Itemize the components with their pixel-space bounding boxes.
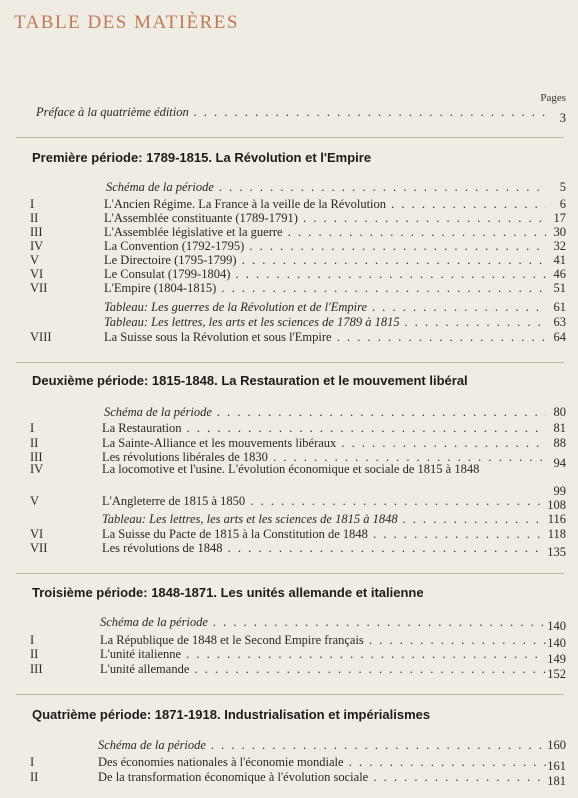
entry-number: III bbox=[30, 662, 43, 676]
entry-number: VII bbox=[30, 541, 48, 555]
toc-entry[interactable] bbox=[0, 541, 578, 559]
entry-number: I bbox=[30, 197, 35, 211]
divider bbox=[16, 362, 564, 363]
entry-page: 118 bbox=[547, 527, 566, 541]
toc-entry[interactable] bbox=[0, 267, 578, 281]
toc-entry[interactable] bbox=[0, 494, 578, 512]
page-title: TABLE DES MATIÈRES bbox=[14, 12, 239, 33]
divider bbox=[16, 137, 564, 138]
entry-page: 17 bbox=[553, 211, 566, 225]
entry-label: Des économies nationales à l'économie mondiale . . . bbox=[98, 755, 546, 769]
pages-column-header: Pages bbox=[540, 92, 566, 104]
period-heading: Quatrième période: 1871-1918. Industrialisation et impérialismes bbox=[32, 707, 431, 722]
entry-label: Les révolutions de 1848 . . . bbox=[102, 541, 546, 555]
entry-number: III bbox=[30, 450, 43, 464]
entry-label: La Suisse du Pacte de 1815 à la Constitution de 1848 . . . bbox=[102, 527, 546, 541]
toc-entry[interactable] bbox=[0, 527, 578, 541]
entry-page: 5 bbox=[559, 180, 566, 194]
entry-label: L'Ancien Régime. La France à la veille de la Révolution . . . bbox=[104, 197, 546, 211]
entry-number: I bbox=[30, 755, 35, 769]
entry-page: 152 bbox=[547, 667, 566, 681]
entry-number: VII bbox=[30, 281, 48, 295]
entry-number: I bbox=[30, 633, 35, 647]
entry-label: Schéma de la période . . . bbox=[98, 738, 546, 752]
entry-page: 99 bbox=[553, 484, 566, 498]
entry-label: Le Consulat (1799-1804) . . . bbox=[104, 267, 546, 281]
entry-page: 160 bbox=[547, 738, 566, 752]
entry-number: V bbox=[30, 494, 40, 508]
toc-entry[interactable] bbox=[0, 633, 578, 650]
entry-page: 135 bbox=[547, 545, 566, 559]
entry-label: L'Assemblée constituante (1789-1791) . . . bbox=[104, 211, 546, 225]
entry-page: 30 bbox=[553, 225, 566, 239]
entry-page: 46 bbox=[553, 267, 566, 281]
entry-number: I bbox=[30, 421, 35, 435]
divider bbox=[16, 573, 564, 574]
entry-label: La Suisse sous la Révolution et sous l'Empire . . . bbox=[104, 330, 546, 344]
entry-number: III bbox=[30, 225, 43, 239]
entry-label: L'Assemblée législative et la guerre . . . bbox=[104, 225, 546, 239]
toc-entry[interactable] bbox=[0, 405, 578, 419]
toc-entry[interactable] bbox=[0, 512, 578, 526]
entry-page: 181 bbox=[547, 774, 566, 788]
entry-page: 32 bbox=[553, 239, 566, 253]
entry-page: 63 bbox=[553, 315, 566, 329]
entry-label: Schéma de la période . . . bbox=[104, 405, 546, 419]
entry-page: 81 bbox=[553, 421, 566, 435]
entry-number: II bbox=[30, 647, 39, 661]
toc-entry[interactable] bbox=[0, 662, 578, 681]
entry-page: 64 bbox=[553, 330, 566, 344]
entry-number: II bbox=[30, 770, 39, 784]
divider bbox=[16, 694, 564, 695]
toc-entry[interactable] bbox=[0, 225, 578, 239]
toc-entry[interactable] bbox=[0, 197, 578, 211]
entry-page: 161 bbox=[547, 759, 566, 773]
toc-entry[interactable] bbox=[0, 436, 578, 450]
toc-entry[interactable] bbox=[0, 180, 578, 194]
toc-entry[interactable] bbox=[0, 281, 578, 295]
entry-label: La locomotive et l'usine. L'évolution économique et sociale de 1815 à 1848 bbox=[102, 462, 480, 476]
entry-label: L'Angleterre de 1815 à 1850 . . . bbox=[102, 494, 546, 508]
entry-number: V bbox=[30, 253, 40, 267]
toc-entry[interactable] bbox=[0, 615, 578, 633]
period-heading: Deuxième période: 1815-1848. La Restauration et le mouvement libéral bbox=[32, 373, 468, 388]
entry-label: L'unité italienne . . . bbox=[100, 647, 546, 661]
entry-label: La Convention (1792-1795) . . . bbox=[104, 239, 546, 253]
toc-entry[interactable] bbox=[0, 647, 578, 666]
preface-page: 3 bbox=[559, 111, 566, 125]
entry-number: VI bbox=[30, 267, 44, 281]
entry-label: Tableau: Les lettres, les arts et les sciences de 1815 à 1848 . . . bbox=[102, 512, 546, 526]
entry-number: II bbox=[30, 211, 39, 225]
preface-entry[interactable] bbox=[0, 105, 578, 125]
entry-page: 116 bbox=[547, 512, 566, 526]
entry-label: La République de 1848 et le Second Empire français . . . bbox=[100, 633, 546, 647]
entry-page: 140 bbox=[547, 636, 566, 650]
entry-page: 80 bbox=[553, 405, 566, 419]
entry-page: 140 bbox=[547, 619, 566, 633]
preface-label: Préface à la quatrième édition . . . bbox=[36, 105, 546, 119]
toc-entry[interactable] bbox=[0, 738, 578, 752]
entry-label: Schéma de la période . . . bbox=[106, 180, 546, 194]
entry-number: VI bbox=[30, 527, 44, 541]
entry-number: IV bbox=[30, 239, 44, 253]
entry-page: 108 bbox=[547, 498, 566, 512]
toc-entry[interactable] bbox=[0, 253, 578, 267]
entry-label: Tableau: Les lettres, les arts et les sciences de 1789 à 1815 . . . bbox=[104, 315, 546, 329]
period-heading: Troisième période: 1848-1871. Les unités allemande et italienne bbox=[32, 585, 424, 600]
toc-entry[interactable] bbox=[0, 755, 578, 773]
entry-label: De la transformation économique à l'évolution sociale . . . bbox=[98, 770, 546, 784]
toc-entry[interactable] bbox=[0, 211, 578, 225]
entry-page: 61 bbox=[553, 300, 566, 314]
entry-label: Les révolutions libérales de 1830 . . . bbox=[102, 450, 546, 464]
period-heading: Première période: 1789-1815. La Révolution et l'Empire bbox=[32, 150, 372, 165]
toc-entry[interactable] bbox=[0, 770, 578, 788]
toc-entry[interactable] bbox=[0, 421, 578, 435]
entry-number: VIII bbox=[30, 330, 52, 344]
entry-label: Tableau: Les guerres de la Révolution et de l'Empire . . . bbox=[104, 300, 546, 314]
entry-number: IV bbox=[30, 462, 44, 476]
entry-label: L'unité allemande . . . bbox=[100, 662, 546, 676]
toc-entry[interactable] bbox=[0, 239, 578, 253]
entry-label: La Restauration . . . bbox=[102, 421, 546, 435]
entry-page: 41 bbox=[553, 253, 566, 267]
entry-label: L'Empire (1804-1815) . . . bbox=[104, 281, 546, 295]
entry-page: 6 bbox=[559, 197, 566, 211]
entry-number: II bbox=[30, 436, 39, 450]
toc-entry[interactable] bbox=[0, 330, 578, 344]
entry-label: La Sainte-Alliance et les mouvements libéraux . . . bbox=[102, 436, 546, 450]
entry-page: 94 bbox=[553, 456, 566, 470]
entry-page: 149 bbox=[547, 652, 566, 666]
toc-entry[interactable] bbox=[0, 300, 578, 314]
entry-page: 88 bbox=[553, 436, 566, 450]
entry-label: Schéma de la période . . . bbox=[100, 615, 546, 629]
entry-page: 51 bbox=[553, 281, 566, 295]
entry-label: Le Directoire (1795-1799) . . . bbox=[104, 253, 546, 267]
toc-entry[interactable] bbox=[0, 315, 578, 329]
